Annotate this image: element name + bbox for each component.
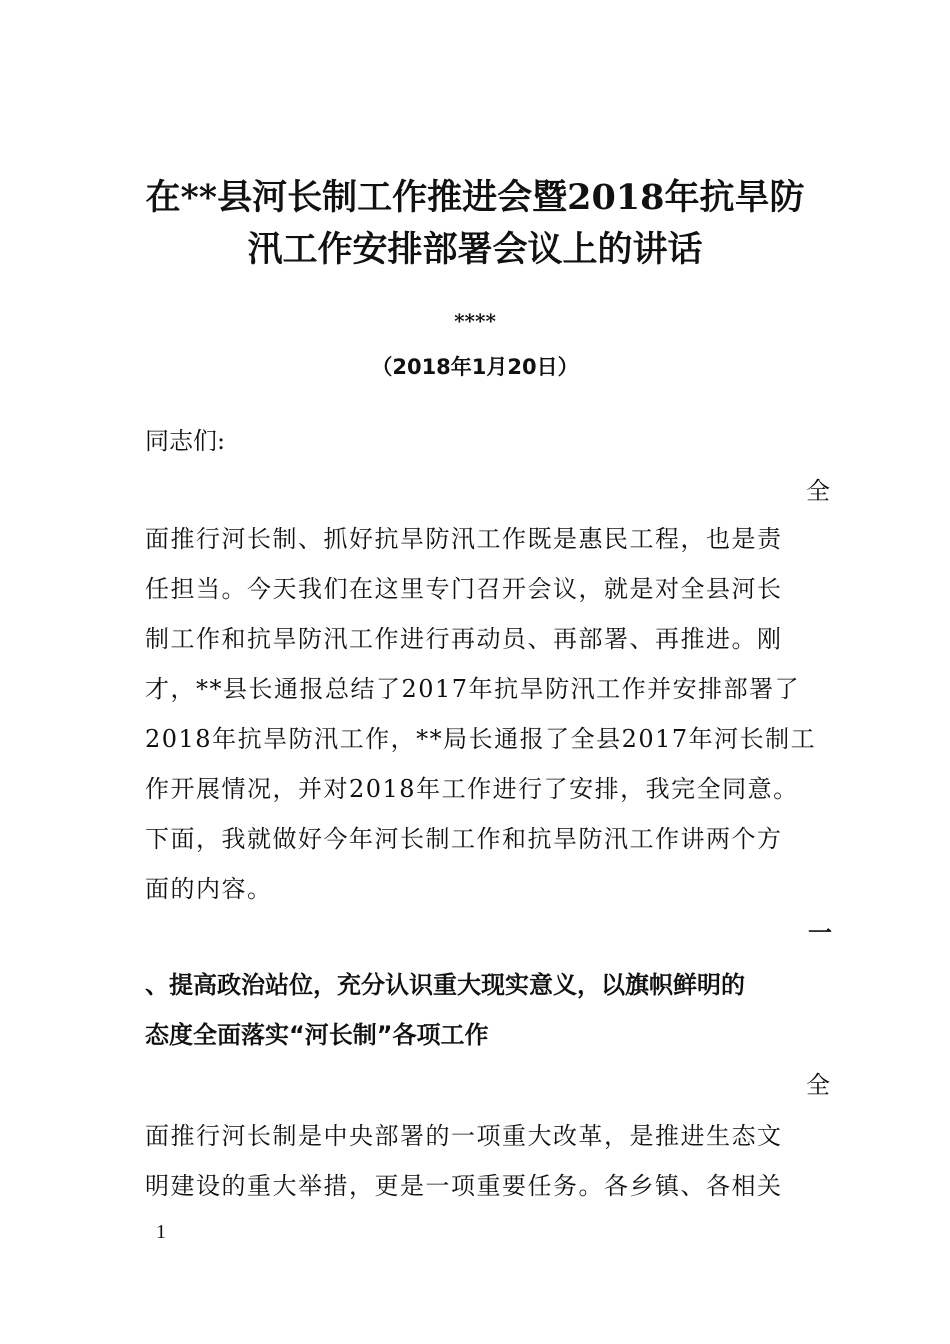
paragraph-1-lead-char: 全 [806,477,830,505]
paragraph-1-line: 面推行河长制、抓好抗旱防汛工作既是惠民工程，也是责 [145,525,783,553]
paragraph-1-line: 才，**县长通报总结了2017年抗旱防汛工作并安排部署了 [145,675,801,703]
paragraph-1-line: 任担当。今天我们在这里专门召开会议，就是对全县河长 [145,575,783,603]
paragraph-1-line: 下面，我就做好今年河长制工作和抗旱防汛工作讲两个方 [145,825,783,853]
paragraph-2-line: 面推行河长制是中央部署的一项重大改革，是推进生态文 [145,1122,783,1150]
section-1-number: 一 [808,919,832,947]
section-1-heading-line: 、提高政治站位，充分认识重大现实意义，以旗帜鲜明的 [145,971,745,999]
paragraph-2-line: 明建设的重大举措，更是一项重要任务。各乡镇、各相关 [145,1172,783,1200]
salutation: 同志们: [145,427,226,455]
document-title-line-2: 汛工作安排部署会议上的讲话 [247,229,703,270]
paragraph-1-line: 作开展情况，并对2018年工作进行了安排，我完全同意。 [145,775,799,803]
page-number: 1 [156,1221,166,1243]
paragraph-2 [145,1119,825,1219]
document-date: （2018年1月20日） [371,355,579,379]
document-title-line-1: 在**县河长制工作推进会暨2018年抗旱防 [145,177,805,218]
paragraph-1-line: 制工作和抗旱防汛工作进行再动员、再部署、再推进。刚 [145,625,783,653]
document-author: **** [454,309,496,333]
paragraph-1-line: 2018年抗旱防汛工作，**局长通报了全县2017年河长制工 [145,725,817,753]
paragraph-2-lead-char: 全 [806,1071,830,1099]
section-1-heading-line: 态度全面落实“河长制”各项工作 [145,1021,489,1049]
paragraph-1-line: 面的内容。 [145,875,273,903]
paragraph-1 [145,522,825,922]
section-1-heading [145,968,825,1068]
